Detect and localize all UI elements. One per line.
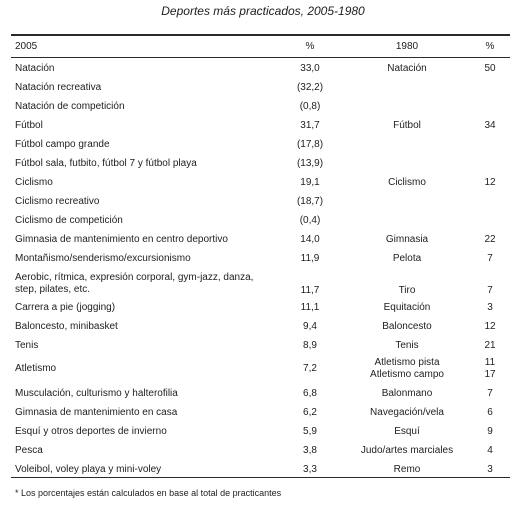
sport-2005: Esquí y otros deportes de invierno: [15, 426, 167, 437]
sport-2005: Musculación, culturismo y halterofilia: [15, 388, 178, 399]
pct-1980: 21: [484, 340, 496, 351]
pct-2005: 8,9: [303, 340, 317, 351]
sport-2005: Atletismo: [15, 363, 57, 374]
pct-2005: (0,8): [299, 101, 321, 112]
sport-2005: Montañismo/senderismo/excursionismo: [15, 253, 191, 264]
pct-1980: 22: [484, 234, 496, 245]
sport-1980: Fútbol: [393, 120, 421, 131]
footnote: * Los porcentajes están calculados en base al total de practicantes: [15, 488, 282, 498]
pct-1980: 4: [487, 445, 493, 456]
sport-1980: Baloncesto: [382, 321, 432, 332]
sport-1980: Tenis: [395, 340, 419, 351]
pct-1980: 34: [484, 120, 496, 131]
pct-2005: 19,1: [300, 177, 320, 188]
pct-1980: 7: [487, 285, 493, 296]
sport-1980: Atletismo pista: [374, 357, 440, 368]
header-rule: [11, 57, 510, 58]
pct-2005: (32,2): [296, 82, 324, 93]
sport-2005: Ciclismo de competición: [15, 215, 123, 226]
pct-1980: 12: [484, 177, 496, 188]
sport-2005: Tenis: [15, 340, 39, 351]
top-rule: [11, 34, 510, 36]
pct-1980: 9: [487, 426, 493, 437]
pct-2005: (18,7): [296, 196, 324, 207]
sport-2005: Gimnasia de mantenimiento en casa: [15, 407, 178, 418]
pct-2005: (13,9): [296, 158, 324, 169]
sport-1980: Navegación/vela: [370, 407, 444, 418]
sport-2005: Natación: [15, 63, 55, 74]
sport-2005: Aerobic, rítmica, expresión corporal, gym-jazz, danza, step, pilates, etc.: [15, 272, 254, 295]
sport-2005: Natación de competición: [15, 101, 125, 112]
sport-2005: Natación recreativa: [15, 82, 102, 93]
sport-1980: Balonmano: [381, 388, 433, 399]
pct-2005: (17,8): [296, 139, 324, 150]
pct-2005: 6,8: [303, 388, 317, 399]
pct-2005: 7,2: [303, 363, 317, 374]
sport-1980: Pelota: [392, 253, 422, 264]
sport-2005: Fútbol campo grande: [15, 139, 110, 150]
sport-2005: Ciclismo: [15, 177, 53, 188]
sport-1980: Tiro: [398, 285, 416, 296]
sport-2005: Pesca: [15, 445, 43, 456]
sport-1980: Esquí: [394, 426, 420, 437]
pct-2005: (0,4): [299, 215, 321, 226]
pct-2005: 11,9: [300, 253, 320, 264]
pct-1980: 50: [484, 63, 496, 74]
header-2005: 2005: [15, 41, 38, 52]
sport-1980: Judo/artes marciales: [360, 445, 454, 456]
sport-2005: Fútbol: [15, 120, 43, 131]
sport-2005: Fútbol sala, futbito, fútbol 7 y fútbol playa: [15, 158, 197, 169]
pct-2005: 33,0: [300, 63, 320, 74]
pct-1980-second: 17: [484, 369, 496, 380]
sport-1980-second: Atletismo campo: [370, 369, 444, 380]
header-pct-1980: %: [485, 41, 495, 52]
pct-1980: 11: [484, 357, 496, 368]
pct-1980: 7: [487, 253, 493, 264]
bottom-rule: [11, 477, 510, 478]
pct-1980: 3: [487, 302, 493, 313]
sport-1980: Ciclismo: [388, 177, 426, 188]
pct-2005: 3,8: [303, 445, 317, 456]
sport-2005: Gimnasia de mantenimiento en centro deportivo: [15, 234, 228, 245]
pct-2005: 5,9: [303, 426, 317, 437]
sport-1980: Equitación: [383, 302, 431, 313]
sport-2005: Baloncesto, minibasket: [15, 321, 118, 332]
pct-1980: 12: [484, 321, 496, 332]
pct-2005: 31,7: [300, 120, 320, 131]
sport-2005: Ciclismo recreativo: [15, 196, 100, 207]
pct-2005: 14,0: [300, 234, 320, 245]
pct-1980: 3: [487, 464, 493, 475]
pct-1980: 6: [487, 407, 493, 418]
sport-2005: Carrera a pie (jogging): [15, 302, 116, 313]
pct-2005: 6,2: [303, 407, 317, 418]
pct-2005: 11,1: [300, 302, 320, 313]
table-title: Deportes más practicados, 2005-1980: [161, 4, 365, 18]
pct-2005: 3,3: [303, 464, 317, 475]
pct-2005: 11,7: [300, 285, 320, 296]
sport-1980: Natación: [387, 63, 427, 74]
sport-1980: Remo: [393, 464, 421, 475]
pct-1980: 7: [487, 388, 493, 399]
sport-2005: Voleibol, voley playa y mini-voley: [15, 464, 162, 475]
sport-1980: Gimnasia: [385, 234, 429, 245]
header-1980: 1980: [395, 41, 419, 52]
header-pct-2005: %: [305, 41, 315, 52]
pct-2005: 9,4: [303, 321, 317, 332]
